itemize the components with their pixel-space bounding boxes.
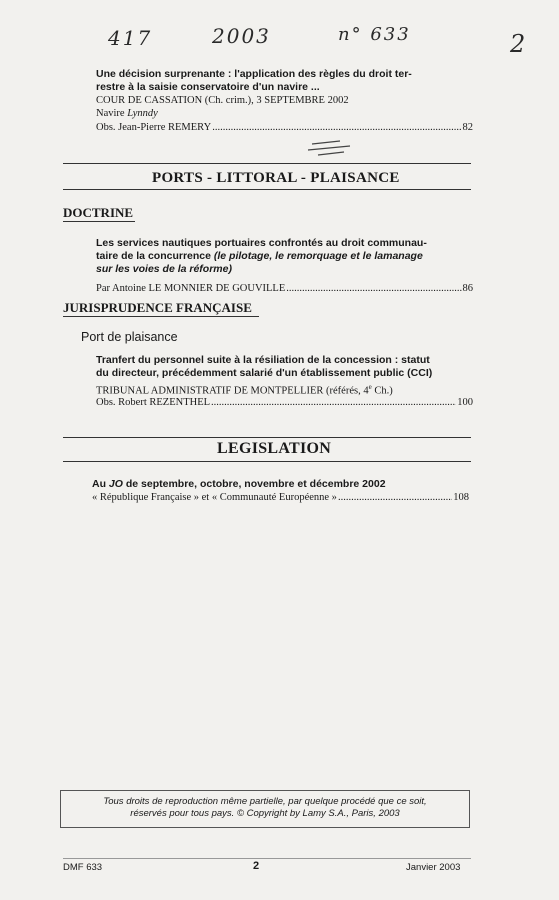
- entry1-title-line2: restre à la saisie conservatoire d'un navire ...: [96, 81, 320, 93]
- jurisprudence-underline: [63, 316, 259, 317]
- legislation-title: LEGISLATION: [217, 440, 332, 457]
- section-rule-top: [63, 163, 471, 164]
- jurisprudence-court: TRIBUNAL ADMINISTRATIF DE MONTPELLIER (référés, 4e Ch.): [96, 383, 393, 397]
- jurisprudence-obs-row: [96, 397, 473, 409]
- footer-journal: DMF 633: [63, 862, 103, 873]
- legislation-rule-top: [63, 437, 471, 438]
- section-title-ports: PORTS - LITTORAL - PLAISANCE: [152, 170, 400, 186]
- handwritten-issue: n° 633: [338, 24, 411, 45]
- entry1-title-line1: Une décision surprenante : l'application des règles du droit ter-: [96, 68, 412, 80]
- handwritten-year: 2003: [212, 24, 271, 48]
- entry1-court: COUR DE CASSATION (Ch. crim.), 3 SEPTEMBRE 2002: [96, 95, 349, 106]
- pen-scribble: [300, 138, 360, 160]
- footer-rule: [63, 858, 471, 859]
- doctrine-heading: DOCTRINE: [63, 205, 134, 220]
- jurisprudence-page: 100: [457, 397, 473, 408]
- doctrine-title-line3: sur les voies de la réforme): [96, 263, 232, 275]
- copyright-line1: Tous droits de reproduction même partielle, par quelque procédé que ce soit,: [103, 796, 427, 807]
- legislation-page: 108: [453, 492, 469, 503]
- leader-dots: [286, 283, 461, 295]
- leader-dots: [338, 492, 452, 504]
- leader-dots: [211, 397, 456, 409]
- jurisprudence-heading: JURISPRUDENCE FRANÇAISE: [63, 300, 252, 315]
- doctrine-title-line2: taire de la concurrence (le pilotage, le remorquage et le lamanage: [96, 250, 423, 262]
- jurisprudence-obs: Obs. Robert REZENTHEL: [96, 397, 211, 408]
- entry1-ship-label: Navire: [96, 108, 125, 119]
- doctrine-page: 86: [462, 283, 473, 294]
- doctrine-author-row: [96, 283, 473, 295]
- jurisprudence-title-line2: du directeur, précédemment salarié d'un établissement public (CCI): [96, 367, 433, 379]
- copyright-line2: réservés pour tous pays. © Copyright by Lamy S.A., Paris, 2003: [130, 808, 400, 819]
- jurisprudence-title-line1: Tranfert du personnel suite à la résiliation de la concession : statut: [96, 354, 430, 366]
- handwritten-corner: 2: [510, 30, 528, 58]
- footer-date: Janvier 2003: [406, 862, 461, 873]
- legislation-rule-bottom: [63, 461, 471, 462]
- leader-dots: [212, 122, 461, 134]
- entry1-ship-name: Lynndy: [127, 108, 158, 119]
- footer-page-number: 2: [253, 860, 260, 872]
- handwritten-number: 417: [108, 26, 153, 50]
- copyright-box: [60, 790, 470, 828]
- doctrine-title-line1: Les services nautiques portuaires confrontés au droit communau-: [96, 237, 427, 249]
- legislation-line2-row: [92, 492, 469, 504]
- entry1-obs-row: [96, 122, 473, 134]
- legislation-line2: « République Française » et « Communauté Européenne »: [92, 492, 337, 503]
- entry1-page: 82: [462, 122, 473, 133]
- legislation-line1: Au JO de septembre, octobre, novembre et décembre 2002: [92, 478, 386, 490]
- doctrine-underline: [63, 221, 135, 222]
- entry1-obs: Obs. Jean-Pierre REMERY: [96, 122, 212, 133]
- jurisprudence-subheading: Port de plaisance: [81, 330, 178, 344]
- section-rule-bottom: [63, 189, 471, 190]
- doctrine-author: Par Antoine LE MONNIER DE GOUVILLE: [96, 283, 286, 294]
- entry1-ship: [96, 108, 158, 120]
